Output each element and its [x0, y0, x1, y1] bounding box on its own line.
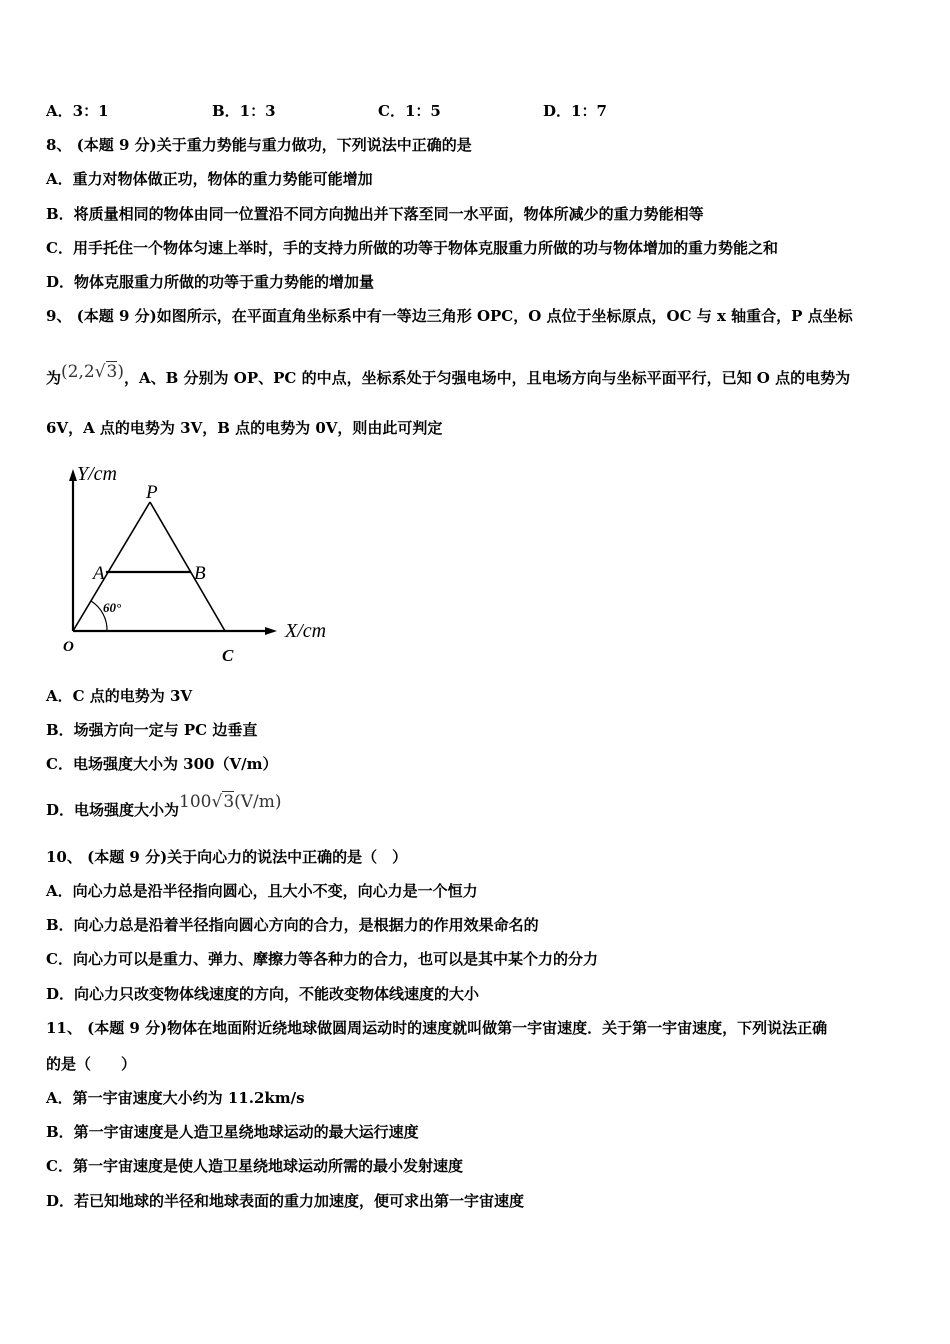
field-strength-value: 100√3(V/m) — [179, 792, 282, 812]
q9-option-a: A．C 点的电势为 3V — [46, 687, 193, 705]
q11-stem-line1: 11、 (本题 9 分)物体在地面附近绕地球做圆周运动时的速度就叫做第一宇宙速度．关于第一宇宙速度，下列说法正确 — [46, 1019, 828, 1037]
q11-option-a: A．第一宇宙速度大小约为 11.2km/s — [46, 1089, 305, 1107]
q10-option-b: B．向心力总是沿着半径指向圆心方向的合力，是根据力的作用效果命名的 — [46, 916, 539, 934]
y-axis-label: Y/cm — [77, 463, 117, 485]
y-axis-arrow — [69, 469, 77, 481]
q9-stem-wei: 为 — [46, 369, 62, 387]
q9-option-c: C．电场强度大小为 300（V/m） — [46, 755, 278, 773]
label-p: P — [146, 482, 158, 503]
p-coordinate: (2,2√3) — [61, 362, 125, 382]
field-strength-unit: (V/m) — [234, 792, 282, 812]
q11-option-c: C．第一宇宙速度是使人造卫星绕地球运动所需的最小发射速度 — [46, 1157, 463, 1175]
side-pc — [150, 502, 225, 631]
q9-stem-line1: 9、 (本题 9 分)如图所示，在平面直角坐标系中有一等边三角形 OPC，O 点位于坐标原点，OC 与 x 轴重合，P 点坐标 — [46, 307, 853, 325]
q8-option-b: B．将质量相同的物体由同一位置沿不同方向抛出并下落至同一水平面，物体所减少的重力势能相等 — [46, 205, 704, 223]
label-o: O — [63, 639, 74, 655]
label-b: B — [194, 563, 206, 584]
q8-option-c: C．用手托住一个物体匀速上举时，手的支持力所做的功等于物体克服重力所做的功与物体增加的重力势能之和 — [46, 239, 778, 257]
q11-option-d: D．若已知地球的半径和地球表面的重力加速度，便可求出第一宇宙速度 — [46, 1192, 525, 1210]
field-strength-radicand: 3 — [223, 792, 235, 812]
q8-stem: 8、 (本题 9 分)关于重力势能与重力做功，下列说法中正确的是 — [46, 136, 472, 154]
coordinate-diagram — [55, 455, 355, 670]
q8-option-a: A．重力对物体做正功，物体的重力势能可能增加 — [46, 170, 373, 188]
x-axis-arrow — [265, 627, 277, 635]
label-a: A — [93, 563, 105, 584]
q9-option-d — [46, 792, 282, 820]
q9-stem-rest: ，A、B 分别为 OP、PC 的中点，坐标系处于匀强电场中，且电场方向与坐标平面平行，已知 O 点的电势为 — [124, 369, 851, 387]
q7-option-d: D．1：7 — [543, 102, 607, 120]
q9-stem-line2 — [46, 362, 851, 388]
q11-stem-line2: 的是（ ） — [46, 1055, 137, 1073]
p-coordinate-x: 2,2 — [67, 362, 95, 382]
q10-option-d: D．向心力只改变物体线速度的方向，不能改变物体线速度的大小 — [46, 985, 480, 1003]
q10-stem: 10、 (本题 9 分)关于向心力的说法中正确的是（ ） — [46, 848, 408, 866]
x-axis-label: X/cm — [285, 620, 327, 642]
q9-option-d-text: D．电场强度大小为 — [46, 801, 180, 819]
q9-stem-line3: 6V，A 点的电势为 3V，B 点的电势为 0V，则由此可判定 — [46, 419, 443, 437]
q7-option-a: A．3：1 — [46, 102, 109, 120]
q7-option-b: B．1：3 — [212, 102, 276, 120]
field-strength-coefficient: 100 — [179, 792, 212, 812]
angle-label: 60° — [103, 600, 122, 615]
q11-option-b: B．第一宇宙速度是人造卫星绕地球运动的最大运行速度 — [46, 1123, 419, 1141]
p-coordinate-radicand: 3 — [106, 362, 118, 382]
label-c: C — [222, 646, 234, 665]
q8-option-d: D．物体克服重力所做的功等于重力势能的增加量 — [46, 273, 375, 291]
q7-option-c: C．1：5 — [378, 102, 441, 120]
q10-option-c: C．向心力可以是重力、弹力、摩擦力等各种力的合力，也可以是其中某个力的分力 — [46, 950, 598, 968]
q9-option-b: B．场强方向一定与 PC 边垂直 — [46, 721, 258, 739]
q10-option-a: A．向心力总是沿半径指向圆心，且大小不变，向心力是一个恒力 — [46, 882, 478, 900]
